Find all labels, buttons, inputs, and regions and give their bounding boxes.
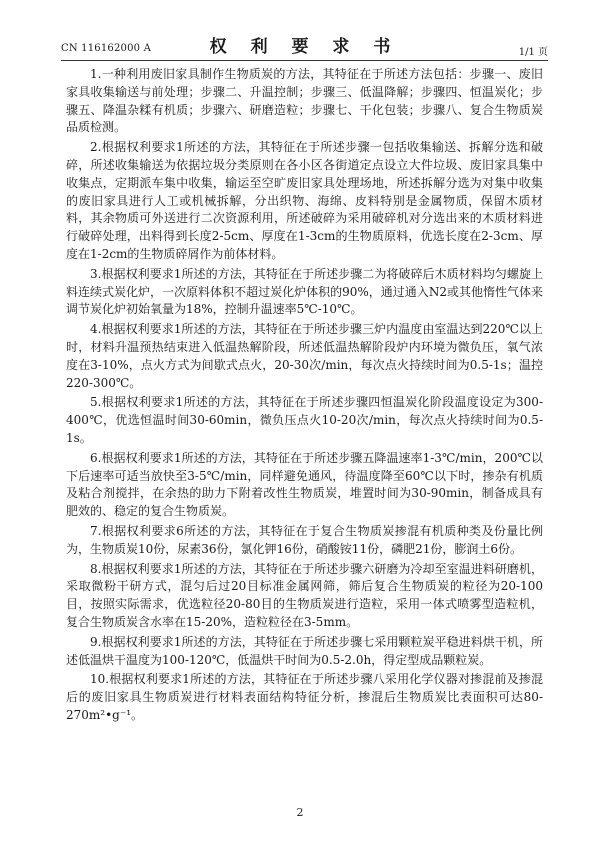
claim-4: 4.根据权利要求1所述的方法，其特征在于所述步骤三炉内温度由室温达到220℃以上时，材料升温预热结束进入低温热解阶段，所述低温热解阶段炉内环境为微负压，氧气浓度在3-10%，点火方式为间歇式点火，20-30次/min，每次点火持续时间为0.5-1s；温控220-300℃。 bbox=[66, 322, 543, 390]
claim-8: 8.根据权利要求1所述的方法，其特征在于所述步骤六研磨为冷却至室温进料研磨机，采取微粉干研方式，混匀后过20目标准金属网筛，筛后复合生物质炭的粒径为20-100目，按照实际需求，优选粒径20-80目的生物质炭进行造粒，采用一体式喷雾型造粒机，复合生物质炭含水率在15-20%，造粒粒径在3-5mm。 bbox=[66, 561, 543, 629]
header-divider bbox=[61, 60, 548, 61]
claim-6: 6.根据权利要求1所述的方法，其特征在于所述步骤五降温速率1-3℃/min，200℃以下后速率可适当放快至3-5℃/min，同样避免通风，待温度降至60℃以下时，掺杂有机质及粘合剂搅拌，在余热的助力下附着改性生物质炭，堆置时间为30-90min，制备成具有肥效的、稳定的复合生物质炭。 bbox=[66, 450, 543, 519]
claim-5: 5.根据权利要求1所述的方法，其特征在于所述步骤四恒温炭化阶段温度设定为300-400℃，优选恒温时间30-60min，微负压点火10-20次/min，每次点火持续时间为0.5-1s。 bbox=[66, 395, 543, 445]
page-indicator: 1/1 页 bbox=[518, 47, 548, 58]
page-number: 2 bbox=[296, 806, 304, 819]
claim-9: 9.根据权利要求1所述的方法，其特征在于所述步骤七采用颗粒炭平稳进料烘干机，所述低温烘干温度为100-120℃，低温烘干时间为0.5-2.0h，得定型成品颗粒炭。 bbox=[66, 634, 543, 667]
document-title: 权 利 要 求 书 bbox=[209, 37, 400, 57]
claim-7: 7.根据权利要求6所述的方法，其特征在于复合生物质炭掺混有机质种类及份量比例为，生物质炭10份，尿素36份，氯化钾16份，硝酸铵11份，磷肥21份，膨润土6份。 bbox=[66, 523, 543, 556]
claim-3: 3.根据权利要求1所述的方法，其特征在于所述步骤二为将破碎后木质材料均匀螺旋上料连续式炭化炉，一次原料体积不超过炭化炉体积的90%，通过通入N2或其他惰性气体来调节炭化炉初始氧量为18%，控制升温速率5℃-10℃。 bbox=[66, 266, 543, 317]
page-header bbox=[61, 30, 548, 60]
claim-10: 10.根据权利要求1所述的方法，其特征在于所述步骤八采用化学仪器对掺混前及掺混后的废旧家具生物质炭进行材料表面结构特征分析，掺混后生物质炭比表面积可达80-270m²•g⁻¹。 bbox=[66, 672, 543, 722]
claim-2: 2.根据权利要求1所述的方法，其特征在于所述步骤一包括收集输送、拆解分选和破碎，所述收集输送为依据垃圾分类原则在各小区各街道定点设立大件垃圾、废旧家具集中收集点，定期派车集中收集，输运至空旷废旧家具处理场地，所述拆解分选为对集中收集的废旧家具进行人工或机械拆解，分出织物、海绵、皮料特别是金属物质，保留木质材料，其余物质可外送进行二次资源利用，所述破碎为采用破碎机对分选出来的木质材料进行破碎处理，出料得到长度2-5cm、厚度在1-3cm的生物质原料，优选长度在2-3cm、厚度在1-2cm的生物质碎屑作为前体材料。 bbox=[66, 140, 543, 261]
claims-body bbox=[66, 66, 543, 727]
claim-1: 1.一种利用废旧家具制作生物质炭的方法，其特征在于所述方法包括：步骤一、废旧家具收集输送与前处理；步骤二、升温控制；步骤三、低温降解；步骤四、恒温炭化；步骤五、降温杂糅有机质；步骤六、研磨造粒；步骤七、干化包装；步骤八、复合生物质炭品质检测。 bbox=[66, 67, 543, 135]
publication-number: CN 116162000 A bbox=[61, 43, 152, 54]
